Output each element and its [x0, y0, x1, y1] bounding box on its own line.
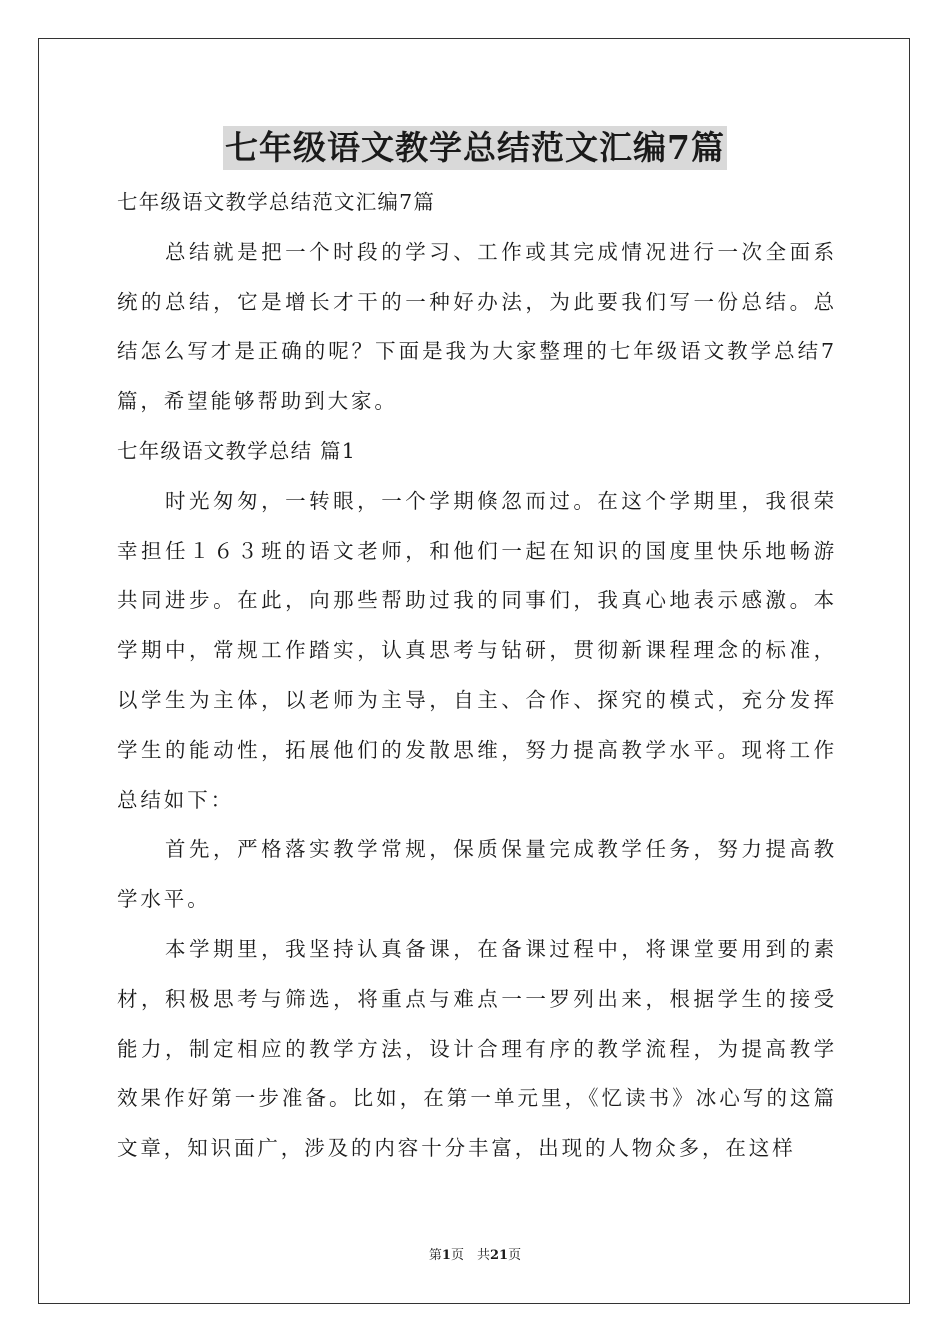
total-page-number: 21 — [489, 1248, 509, 1263]
document-body — [117, 178, 837, 1174]
body-paragraph: 首先，严格落实教学常规，保质保量完成教学任务，努力提高教学水平。 — [117, 837, 837, 912]
body-paragraph: 本学期里，我坚持认真备课，在备课过程中，将课堂要用到的素材，积极思考与筛选，将重点与难点一一罗列出来，根据学生的接受能力，制定相应的教学方法，设计合理有序的教学流程，为提高教学效果作好第一步准备。比如，在第一单元里，《忆读书》冰心写的这篇文章，知识面广，涉及的内容十分丰富，出现的人物众多，在这样 — [117, 936, 837, 1161]
section-heading: 七年级语文教学总结 篇1 — [117, 438, 356, 463]
page-prefix: 第 — [428, 1248, 442, 1263]
page-suffix: 页 — [508, 1248, 522, 1263]
page-mid-text: 页 共 — [450, 1248, 490, 1263]
title-container — [0, 126, 950, 170]
body-paragraph: 时光匆匆，一转眼，一个学期倏忽而过。在这个学期里，我很荣幸担任１６３班的语文老师，和他们一起在知识的国度里快乐地畅游共同进步。在此，向那些帮助过我的同事们，我真心地表示感激。本学期中，常规工作踏实，认真思考与钻研，贯彻新课程理念的标准，以学生为主体，以老师为主导，自主、合作、探究的模式，充分发挥学生的能动性，拓展他们的发散思维，努力提高教学水平。现将工作总结如下： — [117, 488, 837, 812]
current-page-number: 1 — [441, 1248, 451, 1263]
document-subtitle: 七年级语文教学总结范文汇编7篇 — [117, 190, 436, 214]
document-title: 七年级语文教学总结范文汇编7篇 — [223, 126, 727, 170]
page-footer — [0, 1246, 950, 1266]
intro-paragraph: 总结就是把一个时段的学习、工作或其完成情况进行一次全面系统的总结，它是增长才干的一种好办法，为此要我们写一份总结。总结怎么写才是正确的呢？下面是我为大家整理的七年级语文教学总结7篇，希望能够帮助到大家。 — [117, 239, 837, 414]
